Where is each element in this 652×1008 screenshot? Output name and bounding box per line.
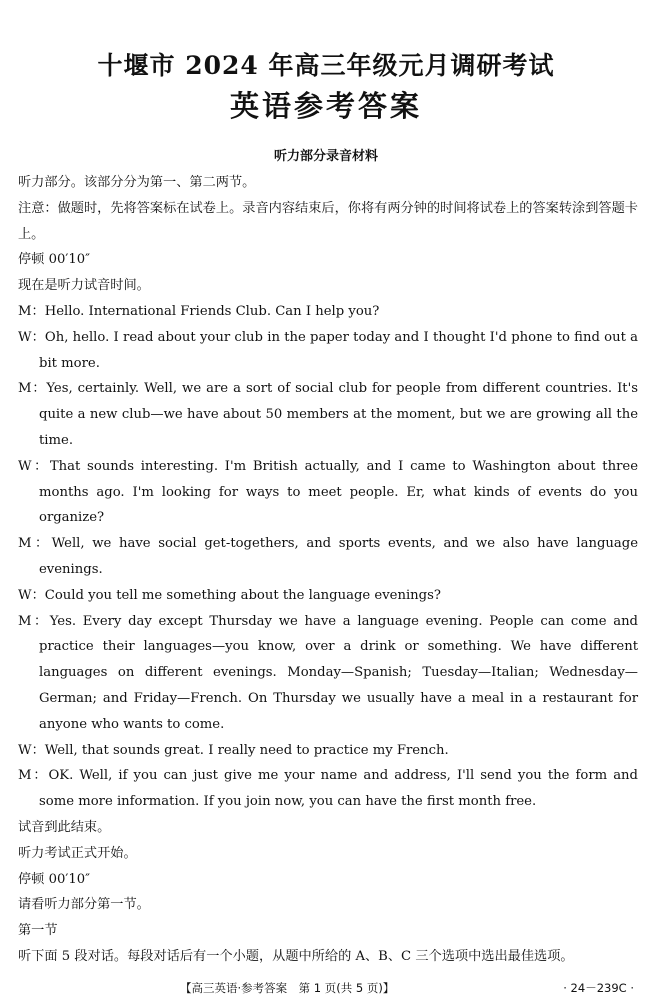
- dialogue-line: M：Yes. Every day except Thursday we have a language evening. People can come and practice their languages—you know, over a drink or something. We have different languages on different evenings. Monday—Spanish; Tuesday—Italian; Wednesday—German; and Friday—French. On Thursday we usually have a meal in a restaurant for anyone who wants to come.: [18, 613, 639, 732]
- pause-line: 停顿 00′10″: [18, 871, 91, 887]
- intro-line: 注意：做题时，先将答案标在试卷上。录音内容结束后，你将有两分钟的时间将试卷上的答案转涂到答题卡上。: [18, 200, 638, 242]
- dialogue-line: W：Oh, hello. I read about your club in the paper today and I thought I'd phone to find out a bit more.: [18, 329, 639, 371]
- dialogue-text: Hello. International Friends Club. Can I help you?: [44, 303, 380, 319]
- exam-title: 十堰市 2024 年高三年级元月调研考试: [97, 51, 555, 80]
- speaker-label: W: [18, 742, 32, 758]
- instruction-line: 听下面 5 段对话。每段对话后有一个小题，从题中所给的 A、B、C 三个选项中选出最佳选项。: [18, 948, 574, 964]
- dialogue-text: Could you tell me something about the language evenings?: [44, 587, 441, 603]
- dialogue-line: M：Hello. International Friends Club. Can I help you?: [18, 303, 380, 319]
- dialogue-text: Yes, certainly. Well, we are a sort of social club for people from different countries. It's quite a new club—we have about 50 members at the moment, but we are growing all the time.: [39, 381, 638, 448]
- dialogue-text: That sounds interesting. I'm British actually, and I came to Washington about three months ago. I'm looking for ways to meet people. Er, what kinds of events do you organize?: [39, 458, 638, 526]
- speaker-label: M: [18, 768, 32, 784]
- dialogue-text: Well, we have social get-togethers, and sports events, and we also have language evenings.: [39, 536, 639, 577]
- outro-line: 试音到此结束。: [18, 819, 111, 835]
- dialogue-line: M：OK. Well, if you can just give me your name and address, I'll send you the form and some more information. If you join now, you can have the first month free.: [18, 768, 638, 810]
- footer-page-info: 【高三英语·参考答案 第 1 页(共 5 页)】: [180, 981, 395, 995]
- answer-key-title: 英语参考答案: [229, 89, 422, 123]
- dialogue-line: W：Well, that sounds great. I really need to practice my French.: [18, 742, 449, 758]
- transcript-body: [18, 170, 638, 970]
- dialogue-line: M：Well, we have social get-togethers, and sports events, and we also have language evenings.: [18, 536, 639, 577]
- speaker-label: W: [18, 587, 32, 603]
- listening-transcript-heading: 听力部分录音材料: [273, 149, 378, 164]
- dialogue-text: Well, that sounds great. I really need to practice my French.: [44, 742, 449, 758]
- outro-line: 听力考试正式开始。: [18, 845, 137, 861]
- intro-line: 现在是听力试音时间。: [18, 278, 150, 294]
- dialogue-text: Oh, hello. I read about your club in the paper today and I thought I'd phone to find out a bit more.: [39, 329, 639, 371]
- dialogue-line: W：Could you tell me something about the language evenings?: [18, 587, 441, 603]
- dialogue-line: M：Yes, certainly. Well, we are a sort of social club for people from different countries. It's quite a new club—we have about 50 members at the moment, but we are growing all the time.: [18, 381, 638, 448]
- speaker-label: M: [18, 303, 32, 319]
- dialogue-line: W：That sounds interesting. I'm British actually, and I came to Washington about three months ago. I'm looking for ways to meet people. Er, what kinds of events do you organize?: [18, 458, 638, 526]
- footer-code: · 24－239C ·: [563, 981, 634, 995]
- speaker-label: W: [18, 458, 32, 474]
- speaker-label: W: [18, 329, 32, 345]
- speaker-label: M: [18, 613, 32, 629]
- intro-line: 听力部分。该部分分为第一、第二两节。: [18, 175, 256, 190]
- section-label: 第一节: [18, 923, 58, 939]
- speaker-label: M: [18, 381, 32, 397]
- dialogue-text: OK. Well, if you can just give me your name and address, I'll send you the form and some more information. If you join now, you can have the first month free.: [39, 768, 638, 810]
- outro-line: 请看听力部分第一节。: [18, 897, 150, 913]
- pause-line: 停顿 00′10″: [18, 252, 91, 268]
- dialogue-text: Yes. Every day except Thursday we have a language evening. People can come and practice their languages—you know, over a drink or something. We have different languages on different evenings. Monday—Spanish; Tuesday—Italian; Wednesday—German; and Friday—French. On Thursday we usually have a meal in a restaurant for anyone who wants to come.: [39, 613, 639, 732]
- speaker-label: M: [18, 536, 32, 552]
